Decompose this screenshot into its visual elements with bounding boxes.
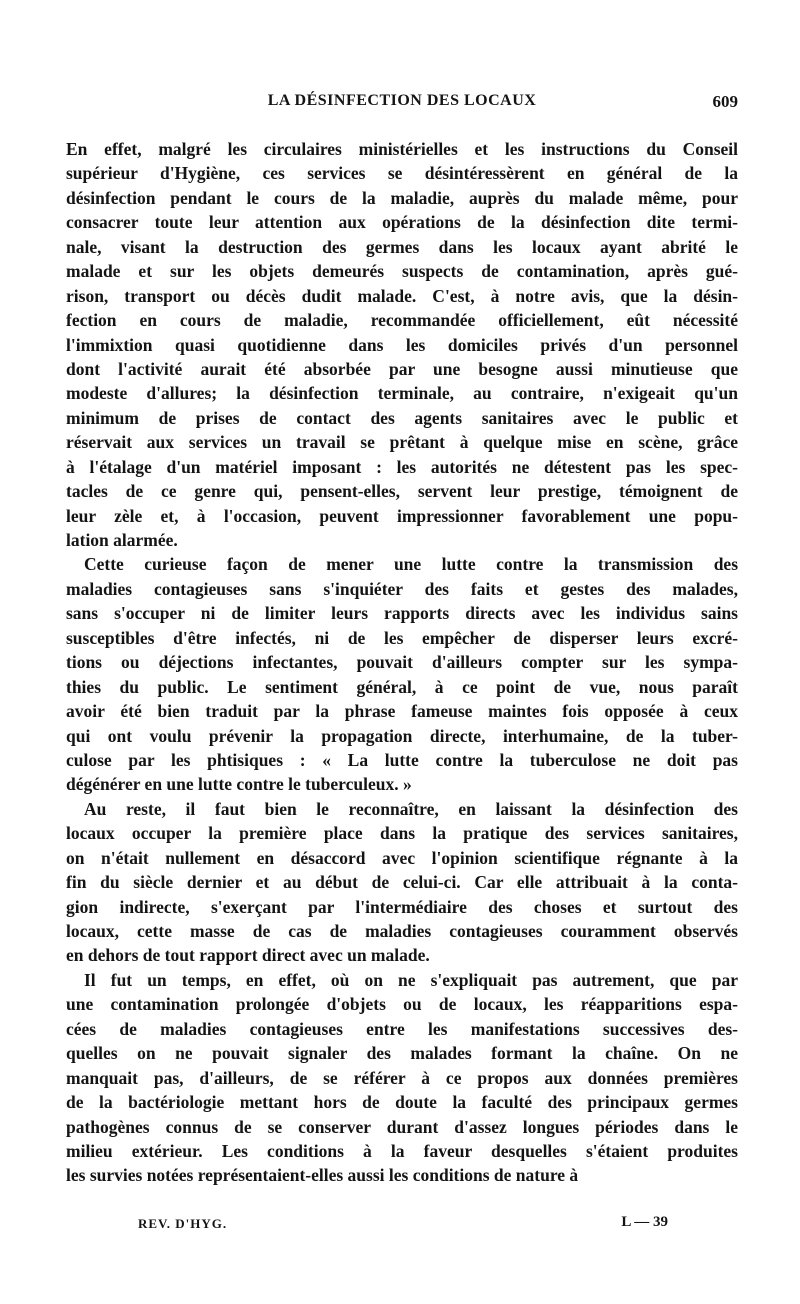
text-line: locaux, cette masse de cas de maladies contagieuses couramment observés (66, 921, 738, 941)
text-line: nale, visant la destruction des germes dans les locaux ayant abrité le (66, 236, 738, 257)
text-line: malade et sur les objets demeurés suspects de contamination, après gué- (66, 261, 738, 282)
text-line: sans s'occuper ni de limiter leurs rapports directs avec les individus sains (66, 603, 738, 624)
paragraph (66, 137, 738, 552)
text-line: cées de maladies contagieuses entre les manifestations successives des- (66, 1018, 738, 1039)
text-line: modeste d'allures; la désinfection terminale, au contraire, n'exigeait qu'un (66, 383, 738, 404)
text-line: désinfection pendant le cours de la maladie, auprès du malade même, pour (66, 187, 738, 208)
page-number: 609 (712, 92, 738, 111)
paragraph (66, 552, 738, 796)
text-line: à l'étalage d'un matériel imposant : les autorités ne détestent pas les spec- (66, 456, 738, 477)
text-line: supérieur d'Hygiène, ces services se désintéressèrent en général de la (66, 163, 738, 184)
text-line: milieu extérieur. Les conditions à la faveur desquelles s'étaient produites (66, 1140, 738, 1161)
text-line: fin du siècle dernier et au début de celui-ci. Car elle attribuait à la conta- (66, 872, 738, 893)
text-line: réservait aux services un travail se prêtant à quelque mise en scène, grâce (66, 432, 738, 453)
text-line: locaux occuper la première place dans la pratique des services sanitaires, (66, 823, 738, 844)
text-line: de la bactériologie mettant hors de doute la faculté des principaux germes (66, 1092, 738, 1113)
text-line: Cette curieuse façon de mener une lutte contre la transmission des (84, 554, 738, 575)
text-line: l'immixtion quasi quotidienne dans les domiciles privés d'un personnel (66, 334, 738, 355)
text-line: maladies contagieuses sans s'inquiéter des faits et gestes des malades, (66, 578, 738, 599)
text-line: culose par les phtisiques : « La lutte contre la tuberculose ne doit pas (66, 749, 738, 770)
text-line: minimum de prises de contact des agents sanitaires avec le public et (66, 407, 738, 428)
text-line: manquait pas, d'ailleurs, de se référer à ce propos aux données premières (66, 1067, 738, 1088)
running-head (66, 92, 738, 114)
text-line: thies du public. Le sentiment général, à ce point de vue, nous paraît (66, 676, 738, 697)
text-line: lation alarmée. (66, 530, 178, 550)
text-line: les survies notées représentaient-elles aussi les conditions de nature à (66, 1165, 579, 1186)
text-line: dégénérer en une lutte contre le tuberculeux. » (66, 774, 412, 795)
text-line: tions ou déjections infectantes, pouvait d'ailleurs compter sur les sympa- (66, 652, 738, 673)
volume-signature: L — 39 (621, 1214, 668, 1230)
running-title: LA DÉSINFECTION DES LOCAUX (267, 92, 537, 109)
journal-abbreviation: REV. D'HYG. (138, 1216, 228, 1231)
text-line: en dehors de tout rapport direct avec un malade. (66, 945, 430, 966)
page-footer (138, 1216, 668, 1236)
text-line: on n'était nullement en désaccord avec l'opinion scientifique régnante à la (66, 847, 738, 868)
text-line: leur zèle et, à l'occasion, peuvent impressionner favorablement une popu- (66, 505, 738, 526)
text-line: une contamination prolongée d'objets ou de locaux, les réapparitions espa- (66, 994, 738, 1015)
text-line: pathogènes connus de se conserver durant d'assez longues périodes dans le (66, 1116, 738, 1137)
text-line: qui ont voulu prévenir la propagation directe, interhumaine, de la tuber- (66, 725, 738, 746)
text-line: Il fut un temps, en effet, où on ne s'expliquait pas autrement, que par (84, 969, 738, 990)
paragraph (66, 968, 738, 1188)
text-line: En effet, malgré les circulaires ministérielles et les instructions du Conseil (66, 139, 738, 159)
text-line: consacrer toute leur attention aux opérations de la désinfection dite termi- (66, 212, 738, 233)
text-line: dont l'activité aurait été absorbée par une besogne aussi minutieuse que (66, 358, 738, 379)
text-line: quelles on ne pouvait signaler des malades formant la chaîne. On ne (66, 1043, 738, 1064)
text-line: susceptibles d'être infectés, ni de les empêcher de disperser leurs excré- (66, 627, 738, 648)
text-line: rison, transport ou décès dudit malade. C'est, à notre avis, que la désin- (66, 285, 738, 306)
text-line: gion indirecte, s'exerçant par l'intermédiaire des choses et surtout des (66, 896, 738, 917)
text-line: Au reste, il faut bien le reconnaître, en laissant la désinfection des (84, 798, 738, 819)
body-text (66, 137, 738, 1188)
paragraph (66, 797, 738, 968)
text-line: avoir été bien traduit par la phrase fameuse maintes fois opposée à ceux (66, 701, 738, 722)
text-line: fection en cours de maladie, recommandée officiellement, eût nécessité (66, 310, 738, 331)
text-line: tacles de ce genre qui, pensent-elles, servent leur prestige, témoignent de (66, 481, 738, 502)
